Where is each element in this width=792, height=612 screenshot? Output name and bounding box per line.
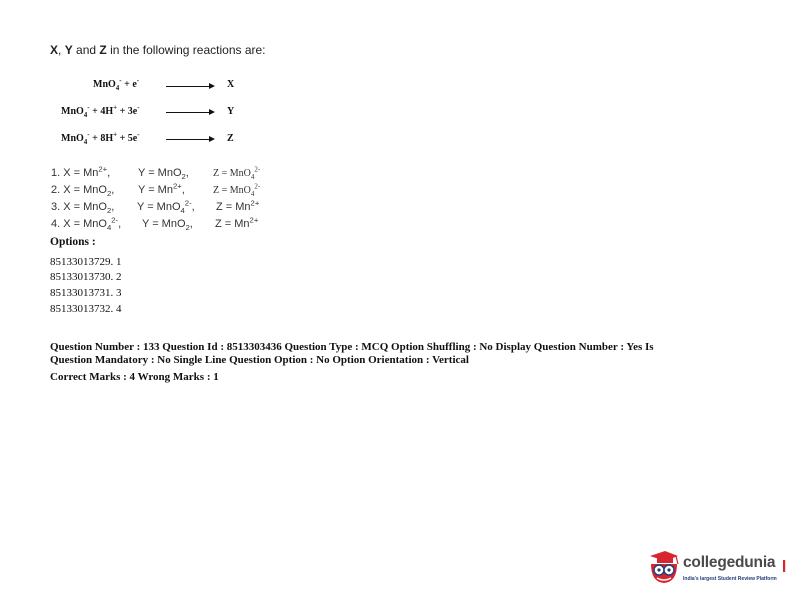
reaction-2-lhs: MnO$_4$- + 4H+ + 3e- — [61, 103, 140, 119]
choice-1-y: Y = MnO$_2$, — [138, 167, 189, 182]
question-meta-line-1: Question Number : 133 Question Id : 8513303436 Question Type : MCQ Option Shuffling : No Display Question Number : Yes Is — [50, 341, 654, 353]
option-id-4: 85133013732. 4 — [50, 303, 122, 315]
choice-3-x: 3. X = MnO$_2$, — [51, 201, 115, 216]
option-id-3: 85133013731. 3 — [50, 287, 122, 299]
choice-2-y: $Y = Mn^{2+}$, — [138, 181, 185, 196]
choice-3-z: $Z = Mn^{2+}$ — [216, 198, 260, 213]
option-id-1: 85133013729. 1 — [50, 256, 122, 268]
var-x: X — [50, 43, 59, 57]
reaction-1-lhs: MnO$_4$- + e- — [93, 76, 140, 92]
reaction-3-product: Z — [227, 133, 234, 144]
reaction-arrow — [166, 86, 210, 87]
logo-tagline: India's largest Student Review Platform — [683, 576, 777, 582]
options-label: Options : — [50, 236, 96, 248]
choice-2-z: Z = MnO$_4^{2-}$ — [213, 182, 261, 198]
reaction-2-product: Y — [227, 106, 235, 117]
question-text — [50, 43, 266, 57]
question-stem: in the following reactions are: — [106, 43, 266, 57]
choice-4-y: Y = MnO$_2$, — [142, 218, 193, 233]
sep: , — [58, 43, 65, 57]
choice-4-z: $Z = Mn^{2+}$ — [215, 215, 259, 230]
choice-1-z: Z = MnO$_4^{2-}$ — [213, 165, 261, 181]
choice-3-y: Y = MnO$_4^{2-}$, — [137, 198, 195, 216]
reaction-1-product: X — [227, 79, 235, 90]
option-id-2: 85133013730. 2 — [50, 271, 122, 283]
reaction-3-lhs: MnO$_4$- + 8H+ + 5e- — [61, 130, 140, 146]
var-z: Z — [99, 43, 107, 57]
logo-wordmark: collegedunia — [683, 554, 776, 571]
reaction-arrow — [166, 112, 210, 113]
reaction-arrow — [166, 139, 210, 140]
choice-4-x: 4. X = MnO$_4^{2-}$, — [51, 215, 122, 233]
marks-info: Correct Marks : 4 Wrong Marks : 1 — [50, 371, 219, 383]
sep: and — [72, 43, 100, 57]
question-meta-line-2: Question Mandatory : No Single Line Question Option : No Option Orientation : Vertical — [50, 354, 469, 366]
choice-1-x: 1. $X = Mn^{2+}$, — [51, 164, 111, 179]
choice-2-x: 2. X = MnO$_2$, — [51, 184, 115, 199]
var-y: Y — [64, 43, 73, 57]
